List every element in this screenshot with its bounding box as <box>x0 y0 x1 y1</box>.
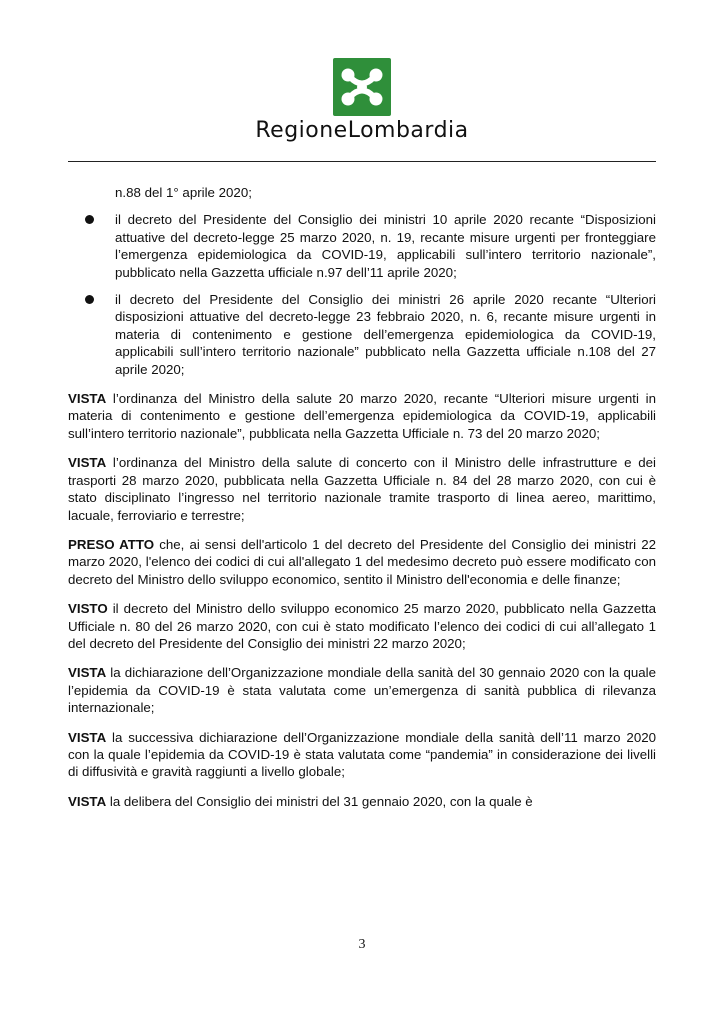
bullet-item <box>68 211 656 281</box>
paragraph <box>68 536 656 588</box>
paragraph-keyword: VISTA <box>68 391 107 407</box>
bullet-text: il decreto del Presidente del Consiglio dei ministri 10 aprile 2020 recante “Disposizioni attuative del decreto-legge 25 marzo 2020, n. 19, recante misure urgenti per fronteggiare l’emergenza epidemiologica da COVID-19, applicabili sull’intero territorio nazionale”, pubblicato nella Gazzetta ufficiale n.97 dell’11 aprile 2020; <box>115 212 656 280</box>
paragraph <box>68 600 656 652</box>
paragraph-text: il decreto del Ministro dello sviluppo economico 25 marzo 2020, pubblicato nella Gazzetta Ufficiale n. 80 del 26 marzo 2020, con cui è stato modificato l’elenco dei codici di cui all’allegato 1 del decreto del Presidente del Consiglio dei ministri 22 marzo 2020; <box>68 601 656 651</box>
bullet-item <box>68 291 656 378</box>
regione-lombardia-logo <box>333 58 391 116</box>
bullet-text: il decreto del Presidente del Consiglio dei ministri 26 aprile 2020 recante “Ulteriori disposizioni attuative del decreto-legge 23 febbraio 2020, n. 6, recante misure urgenti in materia di contenimento e gestione dell’emergenza epidemiologica da COVID-19, applicabili sull’intero territorio nazionale” pubblicato nella Gazzetta ufficiale n.108 del 27 aprile 2020; <box>115 292 656 377</box>
paragraph-text: che, ai sensi dell'articolo 1 del decreto del Presidente del Consiglio dei ministri 22 marzo 2020, l'elenco dei codici di cui all'allegato 1 del medesimo decreto può essere modificato con decreto del Ministro dello sviluppo economico, sentito il Ministro dell'economia e delle finanze; <box>68 536 656 587</box>
paragraph-text: l’ordinanza del Ministro della salute di concerto con il Ministro delle infrastrutture e dei trasporti 28 marzo 2020, pubblicata nella Gazzetta Ufficiale n. 84 del 28 marzo 2020, con cui è stato disciplinato l’ingresso nel territorio nazionale tramite trasporto di linea aereo, marittimo, lacuale, ferroviario e terrestre; <box>68 455 656 523</box>
paragraph <box>68 664 656 716</box>
paragraph-text: la dichiarazione dell’Organizzazione mondiale della sanità del 30 gennaio 2020 con la quale l’epidemia da COVID-19 è stata valutata come un’emergenza di sanità pubblica di rilevanza internazionale; <box>68 665 656 716</box>
paragraph-text: la delibera del Consiglio dei ministri del 31 gennaio 2020, con la quale è <box>106 793 533 809</box>
header-divider <box>68 161 656 162</box>
paragraph-keyword: VISTA <box>68 793 107 809</box>
bullet-dot-icon <box>85 295 94 304</box>
paragraph <box>68 793 656 810</box>
paragraph-keyword: VISTA <box>68 455 107 471</box>
paragraph-keyword: VISTA <box>68 665 107 681</box>
paragraph <box>68 390 656 442</box>
paragraph-keyword: PRESO ATTO <box>68 536 155 552</box>
paragraph <box>68 454 656 524</box>
paragraph-text: la successiva dichiarazione dell’Organizzazione mondiale della sanità dell’11 marzo 2020 con la quale l’epidemia da COVID-19 è stata valutata come “pandemia” in considerazione dei livelli di diffusività e gravità raggiunti a livello globale; <box>68 729 656 780</box>
bullet-dot-icon <box>85 215 94 224</box>
document-body <box>68 184 656 810</box>
paragraph-text: l’ordinanza del Ministro della salute 20 marzo 2020, recante “Ulteriori misure urgenti in materia di contenimento e gestione dell’emergenza epidemiologica da COVID-19, applicabili sull’intero territorio nazionale”, pubblicata nella Gazzetta Ufficiale n. 73 del 20 marzo 2020; <box>68 391 656 441</box>
paragraph <box>68 729 656 781</box>
paragraph-keyword: VISTO <box>68 601 108 617</box>
page-number: 3 <box>358 937 366 952</box>
paragraph-keyword: VISTA <box>68 729 107 745</box>
logo-wordmark: RegioneLombardia <box>255 118 469 143</box>
bullet-continuation: n.88 del 1° aprile 2020; <box>115 185 252 200</box>
